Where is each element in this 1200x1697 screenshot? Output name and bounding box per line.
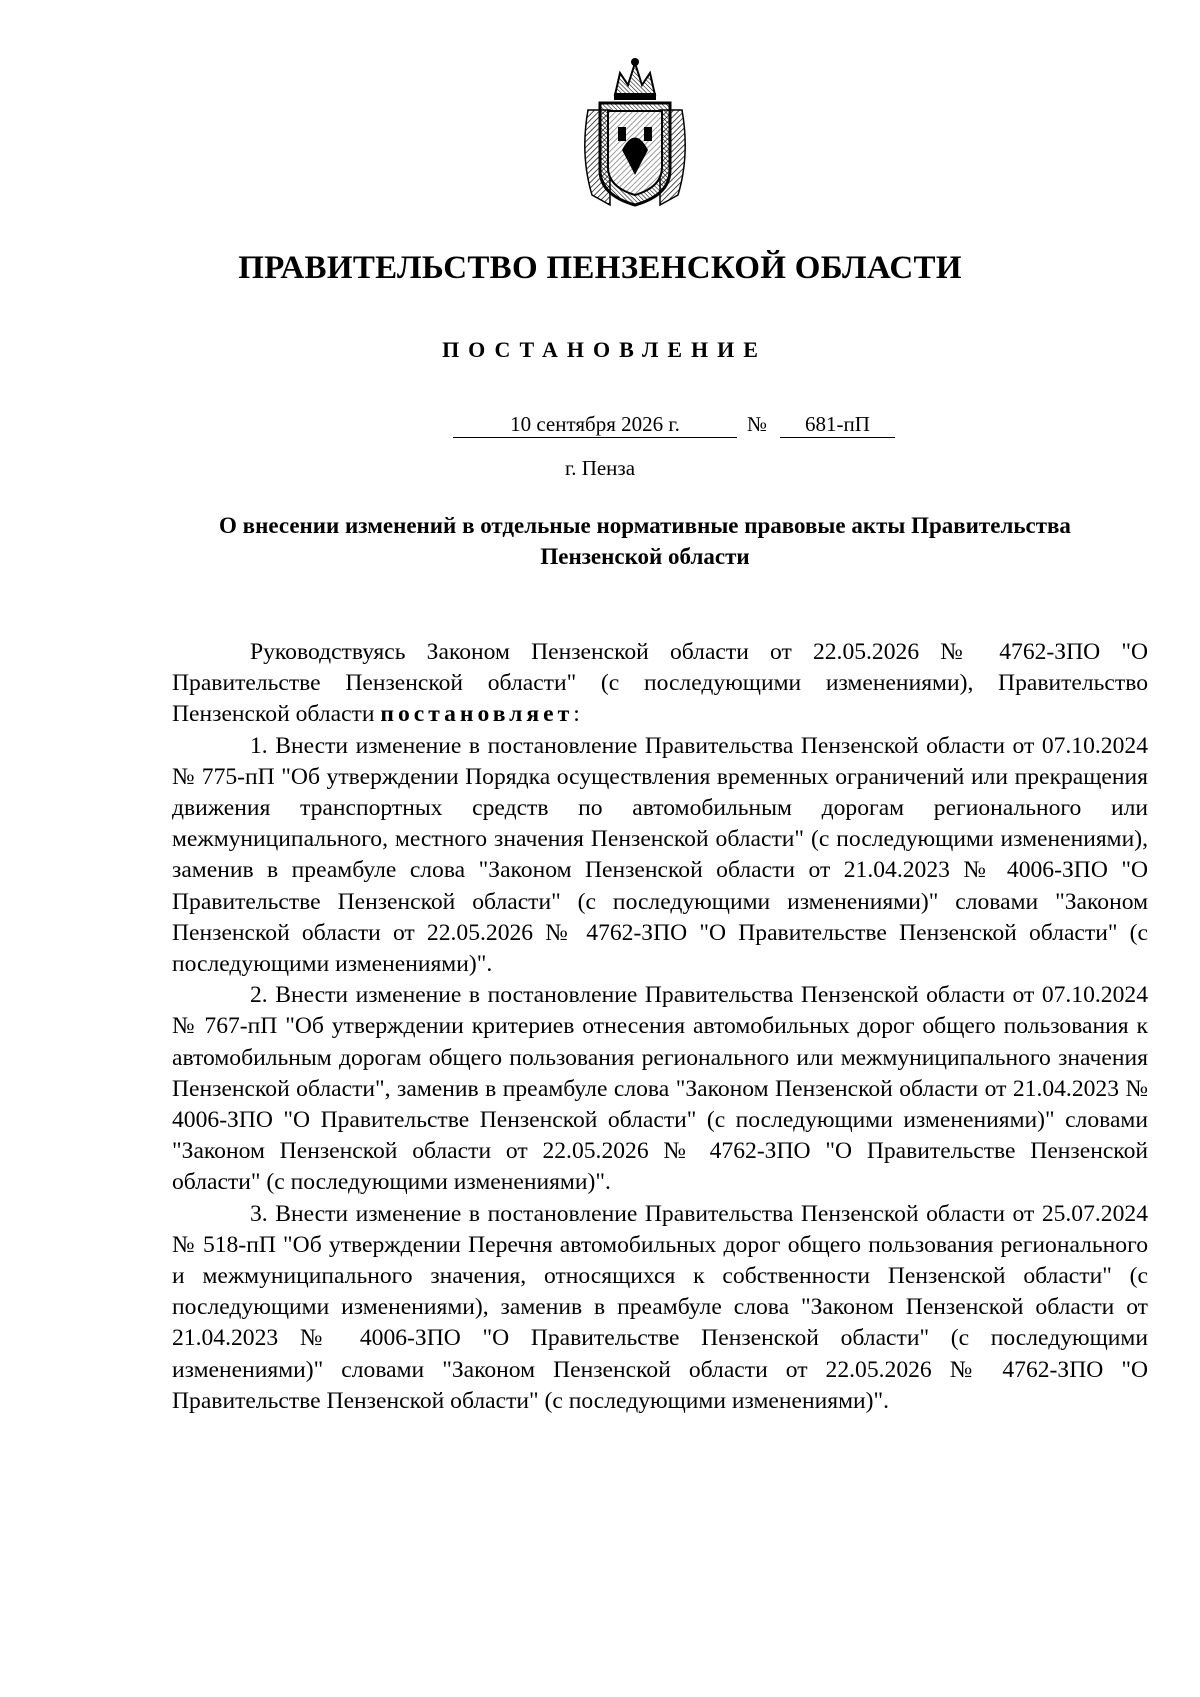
list-item: 2. Внести изменение в постановление Правительства Пензенской области от 07.10.2024 № 767-пП "Об утверждении критериев отнесения автомобильных дорог общего пользования к автомобильным дорогам общего пользования регионального или межмуниципального значения Пензенской области", заменив в преамбуле слова "Законом Пензенской области от 21.04.2023 № 4006-ЗПО "О Правительстве Пензенской области" (с последующими изменениями)" словами "Законом Пензенской области от 22.05.2026 № 4762-ЗПО "О Правительстве Пензенской области" (с последующими изменениями)". bbox=[172, 982, 1148, 1196]
document-type: ПОСТАНОВЛЕНИЕ bbox=[442, 337, 767, 362]
document-number: 681-пП bbox=[780, 411, 895, 438]
list-item: 1. Внести изменение в постановление Правительства Пензенской области от 07.10.2024 № 775-пП "Об утверждении Порядка осуществления временных ограничений или прекращения движения транспортных средств по автомобильным дорогам регионального или межмуниципального, местного значения Пензенской области" (с последующими изменениями), заменив в преамбуле слова "Законом Пензенской области от 21.04.2023 № 4006-ЗПО "О Правительстве Пензенской области" (с последующими изменениями)" словами "Законом Пензенской области от 22.05.2026 № 4762-ЗПО "О Правительстве Пензенской области" (с последующими изменениями)". bbox=[172, 732, 1148, 978]
document-date: 10 сентября 2026 г. bbox=[453, 411, 737, 438]
document-body bbox=[172, 637, 1148, 1417]
organization-name: ПРАВИТЕЛЬСТВО ПЕНЗЕНСКОЙ ОБЛАСТИ bbox=[238, 250, 962, 286]
number-sign: № bbox=[747, 412, 768, 436]
preamble-paragraph bbox=[172, 637, 1148, 731]
document-city: г. Пенза bbox=[564, 456, 636, 480]
preamble-tail: : bbox=[573, 701, 580, 728]
preamble-text: Руководствуясь Законом Пензенской области от 22.05.2026 № 4762-ЗПО "О Правительстве Пензенской области" (с последующими изменениями), Правительство Пензенской области bbox=[172, 639, 1148, 728]
document-title: О внесении изменений в отдельные нормативные правовые акты Правительства Пензенской области bbox=[219, 513, 1071, 569]
list-item: 3. Внести изменение в постановление Правительства Пензенской области от 25.07.2024 № 518-пП "Об утверждении Перечня автомобильных дорог общего пользования регионального и межмуниципального значения, относящихся к собственности Пензенской области" (с последующими изменениями), заменив в преамбуле слова "Законом Пензенской области от 21.04.2023 № 4006-ЗПО "О Правительстве Пензенской области" (с последующими изменениями)" словами "Законом Пензенской области от 22.05.2026 № 4762-ЗПО "О Правительстве Пензенской области" (с последующими изменениями)". bbox=[172, 1200, 1148, 1414]
coat-of-arms-emblem bbox=[570, 55, 700, 207]
decree-word: постановляет bbox=[380, 701, 574, 728]
